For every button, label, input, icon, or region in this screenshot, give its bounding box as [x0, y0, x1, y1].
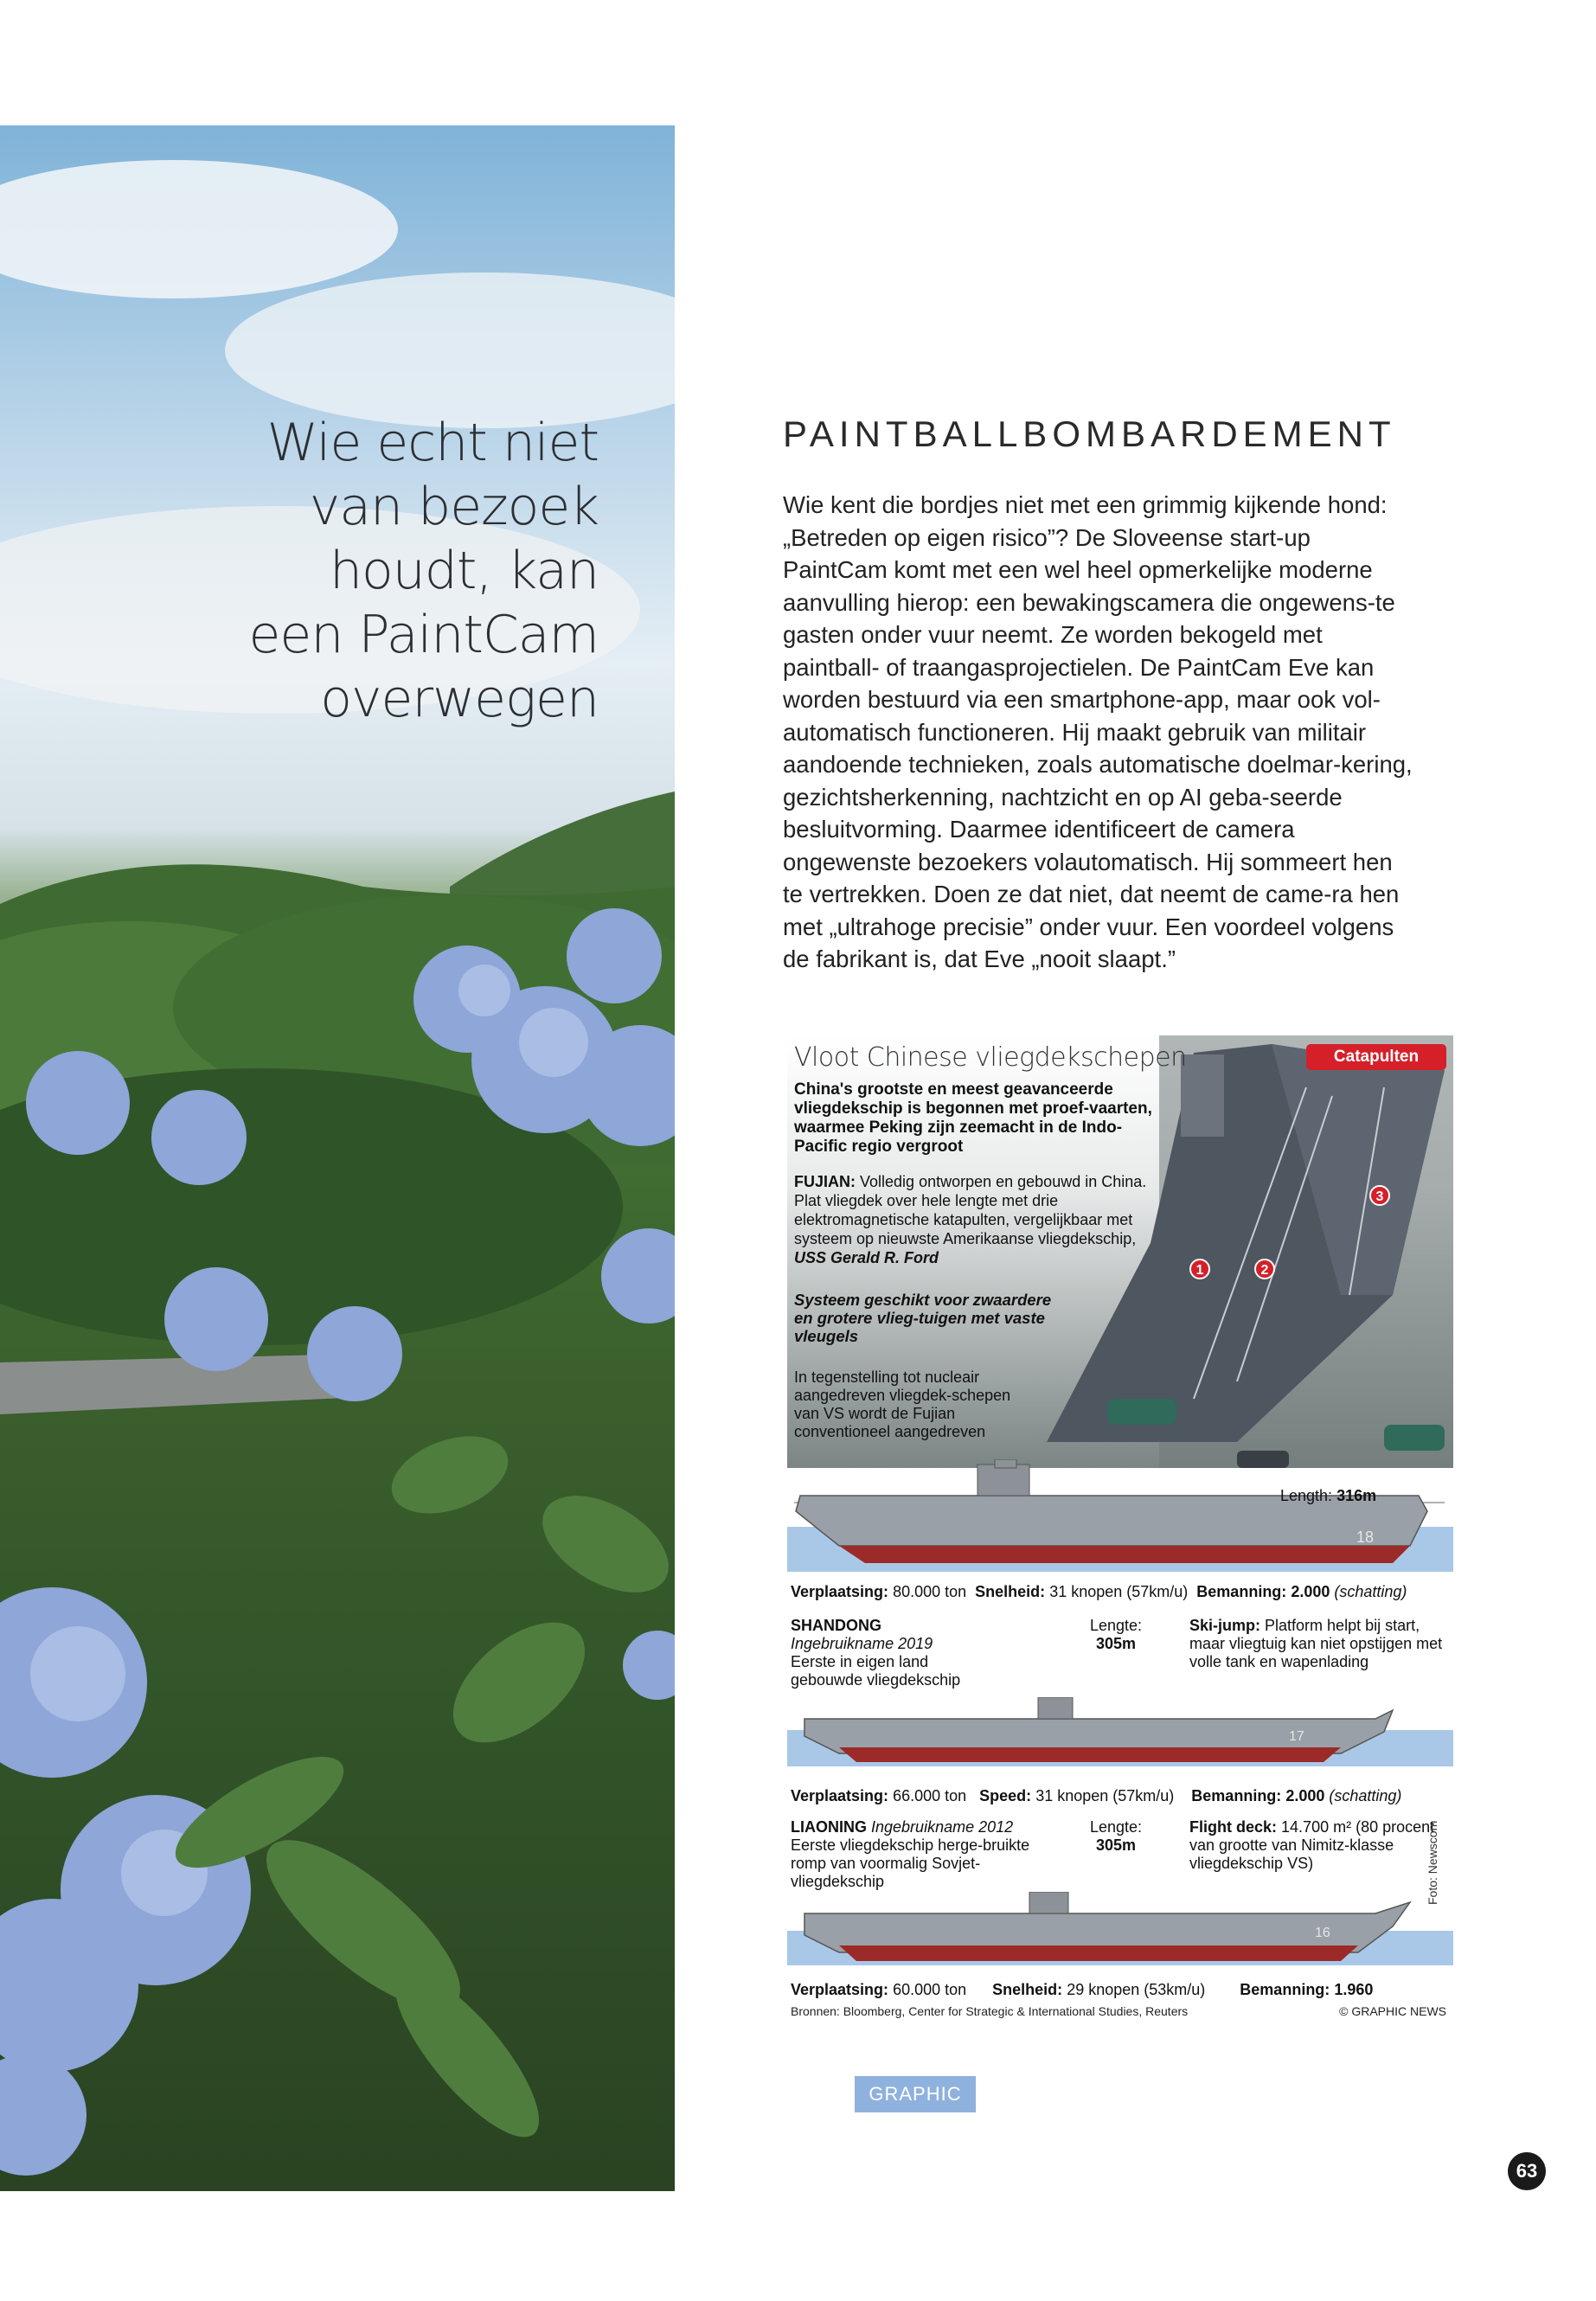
article-title: PAINTBALLBOMBARDEMENT: [783, 413, 1396, 454]
liaoning-commissioned: Ingebruikname 2012: [871, 1818, 1014, 1836]
fujian-speed: 31 knopen (57km/u): [1049, 1583, 1189, 1600]
shandong-displacement: 66.000 ton: [893, 1787, 967, 1804]
fujian-text: Volledig ontworpen en gebouwd in China. Plat vliegdek over hele lengte met drie elektromagnetische katapulten, vergelijkbaar met systeem op nieuwste Amerikaanse vliegdekschip,: [794, 1173, 1147, 1247]
photo-credit: Foto: Newscom: [1426, 1820, 1439, 1905]
liaoning-speed: 29 knopen (53km/u): [1067, 1981, 1206, 1998]
system-note: Systeem geschikt voor zwaardere en grotere vlieg-tuigen met vaste vleugels: [794, 1291, 1052, 1345]
graphic-credit: © GRAPHIC NEWS: [1339, 2004, 1446, 2018]
shandong-crew-note: (schatting): [1329, 1787, 1402, 1804]
graphic-title: Vloot Chinese vliegdekschepen: [794, 1042, 1187, 1073]
graphic-logo: GRAPHIC: [855, 2076, 976, 2112]
fujian-displacement: 80.000 ton: [893, 1583, 967, 1600]
liaoning-feature: [1189, 1818, 1449, 1873]
liaoning-length-value: 305m: [1095, 1836, 1137, 1854]
fujian-displacement-label: Verplaatsing:: [791, 1583, 889, 1600]
shandong-displacement-label: Verplaatsing:: [791, 1787, 889, 1804]
shandong-hull-number: 17: [1289, 1729, 1304, 1744]
liaoning-crew: 1.960: [1334, 1981, 1374, 1998]
fujian-speed-label: Snelheid:: [975, 1583, 1046, 1600]
liaoning-crew-label: Bemanning:: [1240, 1981, 1330, 1998]
liaoning-side-profile: [787, 1892, 1453, 1965]
catapult-marker-3: 3: [1369, 1185, 1390, 1206]
shandong-speed-label: Speed:: [979, 1787, 1032, 1804]
liaoning-length: [1073, 1818, 1159, 1855]
fujian-length-label: Length:: [1280, 1487, 1333, 1504]
pull-quote-line: overwegen: [320, 669, 599, 729]
pull-quote-line: Wie echt niet: [266, 413, 599, 473]
fujian-ship-name: USS Gerald R. Ford: [794, 1249, 939, 1266]
fujian-side-profile: [787, 1459, 1453, 1572]
page-number: 63: [1508, 2152, 1546, 2190]
shandong-feature: [1189, 1617, 1449, 1671]
shandong-name: SHANDONG: [791, 1617, 882, 1634]
liaoning-desc: Eerste vliegdekschip herge-bruikte romp van voormalig Sovjet-vliegdekschip: [791, 1836, 1030, 1890]
graphic-subtitle: China's grootste en meest geavanceerde vliegdekschip is begonnen met proef-vaarten, waarmee Peking zijn zeemacht in de Indo-Pacific regio vergroot: [794, 1080, 1152, 1156]
fujian-hull-number: 18: [1356, 1529, 1375, 1546]
fujian-crew: 2.000: [1291, 1583, 1330, 1600]
catapult-marker-2: 2: [1254, 1259, 1275, 1279]
liaoning-info: [791, 1818, 1042, 1891]
liaoning-stats: [791, 1980, 1373, 1999]
shandong-desc: Eerste in eigen land gebouwde vliegdekschip: [791, 1653, 961, 1689]
pull-quote-line: van bezoek: [309, 477, 599, 537]
fujian-length-value: 316m: [1336, 1487, 1377, 1504]
article-body: Wie kent die bordjes niet met een grimmig kijkende hond: „Betreden op eigen risico”? De Sloveense start-up PaintCam komt met een wel heel opmerkelijke moderne aanvulling hierop: een bewakingscamera die ongewens-te gasten onder vuur neemt. Ze worden bekogeld met paintball- of traangasprojectielen. De PaintCam Eve kan worden bestuurd via een smartphone-app, maar ook vol-automatisch functioneren. Hij maakt gebruik van militair aandoende technieken, zoals automatische doelmar-kering, gezichtsherkenning, nachtzicht en op AI geba-seerde besluitvorming. Daarmee identificeert de camera ongewenste bezoekers volautomatisch. Hij sommeert hen te vertrekken. Doen ze dat niet, dat neemt de came-ra hen met „ultrahoge precisie” onder vuur. Een voordeel volgens de fabrikant is, dat Eve „nooit slaapt.”: [783, 491, 1413, 972]
shandong-side-profile: [787, 1697, 1453, 1766]
fujian-crew-label: Bemanning:: [1196, 1583, 1287, 1600]
fujian-stats: [791, 1582, 1407, 1601]
fujian-description: [794, 1172, 1166, 1267]
shandong-stats: [791, 1786, 1401, 1805]
aircraft-carrier-infographic: [787, 1035, 1453, 2046]
fujian-length: [1280, 1487, 1376, 1505]
liaoning-displacement: 60.000 ton: [893, 1981, 967, 1998]
shandong-feature-text: Platform helpt bij start, maar vliegtuig kan niet opstijgen met volle tank en wapenlading: [1189, 1617, 1443, 1670]
graphic-sources: Bronnen: Bloomberg, Center for Strategic & International Studies, Reuters: [791, 2004, 1189, 2018]
catapult-marker-1: 1: [1189, 1259, 1210, 1279]
conventional-note: In tegenstelling tot nucleair aangedreven vliegdek-schepen van VS wordt de Fujian conventioneel aangedreven: [794, 1368, 1011, 1440]
shandong-length-value: 305m: [1095, 1635, 1137, 1652]
liaoning-feature-text: 14.700 m² (80 procent van grootte van Nimitz-klasse vliegdekschip VS): [1189, 1818, 1435, 1872]
fujian-crew-note: (schatting): [1334, 1583, 1407, 1600]
liaoning-feature-label: Flight deck:: [1189, 1818, 1278, 1836]
liaoning-hull-number: 16: [1315, 1926, 1330, 1940]
shandong-length-label: Lengte:: [1089, 1617, 1143, 1634]
shandong-crew: 2.000: [1285, 1787, 1325, 1804]
pull-quote-line: houdt, kan: [329, 541, 599, 601]
liaoning-displacement-label: Verplaatsing:: [791, 1981, 889, 1998]
shandong-commissioned: Ingebruikname 2019: [791, 1635, 933, 1652]
shandong-feature-label: Ski-jump:: [1189, 1617, 1261, 1634]
pull-quote: [114, 411, 599, 731]
pull-quote-line: een PaintCam: [248, 605, 599, 665]
liaoning-speed-label: Snelheid:: [992, 1981, 1063, 1998]
shandong-info: [791, 1617, 998, 1689]
liaoning-name: LIAONING: [791, 1818, 867, 1836]
fujian-label: FUJIAN:: [794, 1173, 856, 1190]
liaoning-length-label: Lengte:: [1089, 1818, 1143, 1836]
shandong-length: [1073, 1617, 1159, 1653]
hydrangea-photo: [0, 125, 675, 2191]
catapult-badge: Catapulten: [1306, 1044, 1446, 1070]
shandong-crew-label: Bemanning:: [1191, 1787, 1282, 1804]
shandong-speed: 31 knopen (57km/u): [1035, 1787, 1175, 1804]
